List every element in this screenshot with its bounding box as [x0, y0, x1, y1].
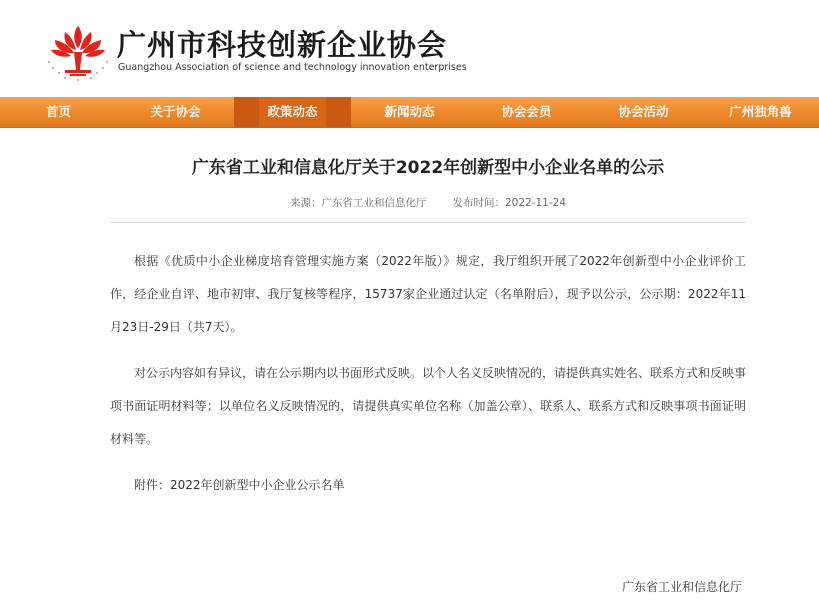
nav-item-about[interactable] [117, 97, 234, 127]
article-signature: 广东省工业和信息化厅 [622, 580, 743, 594]
nav-item-label: 新闻动态 [384, 104, 435, 119]
article-attachment-link[interactable]: 附件：2022年创新型中小企业公示名单 [134, 478, 345, 492]
nav-item-news[interactable] [351, 97, 468, 127]
nav-item-home[interactable] [0, 97, 117, 127]
site-title: 广州市科技创新企业协会 [117, 28, 448, 62]
nav-item-label: 首页 [45, 104, 71, 119]
site-header [0, 0, 819, 97]
meta-divider [110, 222, 746, 223]
site-subtitle: Guangzhou Association of science and technology innovation enterprises [118, 62, 467, 73]
article-meta [110, 195, 746, 210]
nav-item-label: 政策动态 [259, 97, 325, 127]
nav-item-policy[interactable] [234, 97, 351, 127]
nav-item-label: 广州独角兽 [729, 104, 792, 119]
nav-item-label: 关于协会 [150, 104, 201, 119]
main-nav [0, 97, 819, 128]
nav-item-unicorn[interactable] [702, 97, 819, 127]
nav-item-members[interactable] [468, 97, 585, 127]
guangzhou-association-logo-icon[interactable] [43, 18, 113, 84]
article-paragraph: 对公示内容如有异议，请在公示期内以书面形式反映。以个人名义反映情况的，请提供真实姓名、联系方式和反映事项书面证明材料等；以单位名义反映情况的，请提供真实单位名称（加盖公章）、联系人、联系方式和反映事项书面证明材料等。 [110, 366, 747, 446]
article-paragraph: 根据《优质中小企业梯度培育管理实施方案（2022年版）》规定，我厅组织开展了2022年创新型中小企业评价工作，经企业自评、地市初审、我厅复核等程序，15737家企业通过认定（名单附后），现予以公示，公示期：2022年11月23日-29日（共7天）。 [110, 254, 746, 334]
article [110, 128, 746, 502]
article-title: 广东省工业和信息化厅关于2022年创新型中小企业名单的公示 [191, 158, 665, 178]
nav-item-label: 协会会员 [501, 104, 552, 119]
article-source: 来源：广东省工业和信息化厅 [289, 197, 427, 209]
article-publish-time: 发布时间：2022-11-24 [452, 197, 567, 209]
nav-item-activities[interactable] [585, 97, 702, 127]
nav-item-label: 协会活动 [618, 104, 669, 119]
